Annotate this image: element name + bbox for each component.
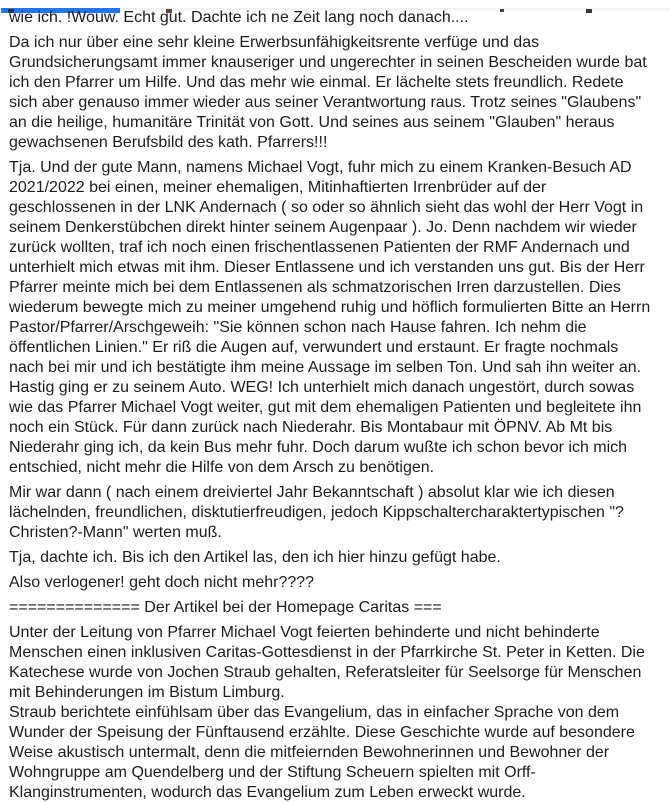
article-separator-heading: ============== Der Artikel bei der Homepage Caritas ===: [9, 599, 442, 616]
post-paragraph: Tja. Und der gute Mann, namens Michael Vogt, fuhr mich zu einem Kranken-Besuch AD 2021/2022 bei einen, meiner ehemaligen, Mitinhaftierten Irrenbrüder auf der geschlossenen in der LNK Andernach ( so oder so ähnlich sieht das wohl der Herr Vogt in seinem Denkerstübchen direkt hinter seinem Augenpaar ). Jo. Denn nachdem wir wieder zurück wollten, traf ich noch einen frischentlassenen Patienten der RMF Andernach und unterhielt mich etwas mit ihm. Dieser Entlassene und ich verstanden uns gut. Bis der Herr Pfarrer meinte mich bei dem Entlassenen als schmatzorischen Irren darzustellen. Dies wiederum bewegte mich zu meiner umgehend ruhig und höflich formulierten Bitte an Herrn Pastor/Pfarrer/Arschgeweih: "Sie können schon nach Hause fahren. Ich nehm die öffentlichen Linien." Er riß die Augen auf, verwundert und erstaunt. Er fragte nochmals nach bei mir und ich bestätigte ihm meine Aussage im selben Ton. Und sah ihn weiter an. Hastig ging er zu seinem Auto. WEG! Ich unterhielt mich danach ungestört, durch sowas wie das Pfarrer Michael Vogt weiter, gut mit dem ehemaligen Patienten und begleitete ihn noch ein Stück. Für dann zurück nach Niederahr. Bis Montabaur mit ÖPNV. Ab Mt bis Niederahr ging ich, da kein Bus mehr fuhr. Doch darum wußte ich schon bevor ich mich entschied, nicht mehr die Hilfe von dem Arsch zu benötigen.: [9, 159, 651, 476]
post-page: [0, 8, 670, 801]
post-paragraph: Tja, dachte ich. Bis ich den Artikel las, den ich hier hinzu gefügt habe.: [9, 549, 501, 566]
quoted-article-line: Straub berichtete einfühlsam über das Evangelium, das in einfacher Sprache von dem Wunder der Speisung der Fünftausend erzählte. Diese Geschichte wurde auf besondere Weise akustisch untermalt, denn die mitfeiernden Bewohnerinnen und Bewohner der Wohngruppe am Quendelberg und der Stiftung Scheuern spielten mit Orff-Klanginstrumenten, wodurch das Evangelium zum Leben erweckt wurde.: [9, 704, 635, 801]
post-paragraph-continuation: wie ich. !Wouw. Echt gut. Dachte ich ne Zeit lang noch danach....: [9, 9, 469, 26]
quoted-article-paragraph: [9, 623, 656, 803]
post-paragraph: Also verlogener! geht doch nicht mehr????: [9, 574, 315, 591]
quoted-article-line: Unter der Leitung von Pfarrer Michael Vogt feierten behinderte und nicht behinderte Menschen einen inklusiven Caritas-Gottesdienst in der Pfarrkirche St. Peter in Ketten. Die Katechese wurde von Jochen Straub gehalten, Referatsleiter für Seelsorge für Menschen mit Behinderungen im Bistum Limburg.: [9, 624, 645, 701]
post-body: [0, 8, 670, 803]
post-paragraph: Mir war dann ( nach einem dreiviertel Jahr Bekanntschaft ) absolut klar wie ich diesen lächelnden, freundlichen, disktutierfreudigen, jedoch Kippschaltercharaktertypischen "?Christen?-Mann" werten muß.: [9, 484, 624, 541]
post-paragraph: Da ich nur über eine sehr kleine Erwerbsunfähigkeitsrente verfüge und das Grundsicherungsamt immer knauseriger und ungerechter in seinen Bescheiden wurde bat ich den Pfarrer um Hilfe. Und das mehr wie einmal. Er lächelte stets freundlich. Redete sich aber genauso immer wieder aus seiner Verantwortung raus. Trotz seines "Glaubens" an die heilige, humanitäre Trinität von Gott. Und seines aus seinem "Glauben" heraus gewachsenen Berufsbild des kath. Pfarrers!!!: [9, 34, 647, 151]
